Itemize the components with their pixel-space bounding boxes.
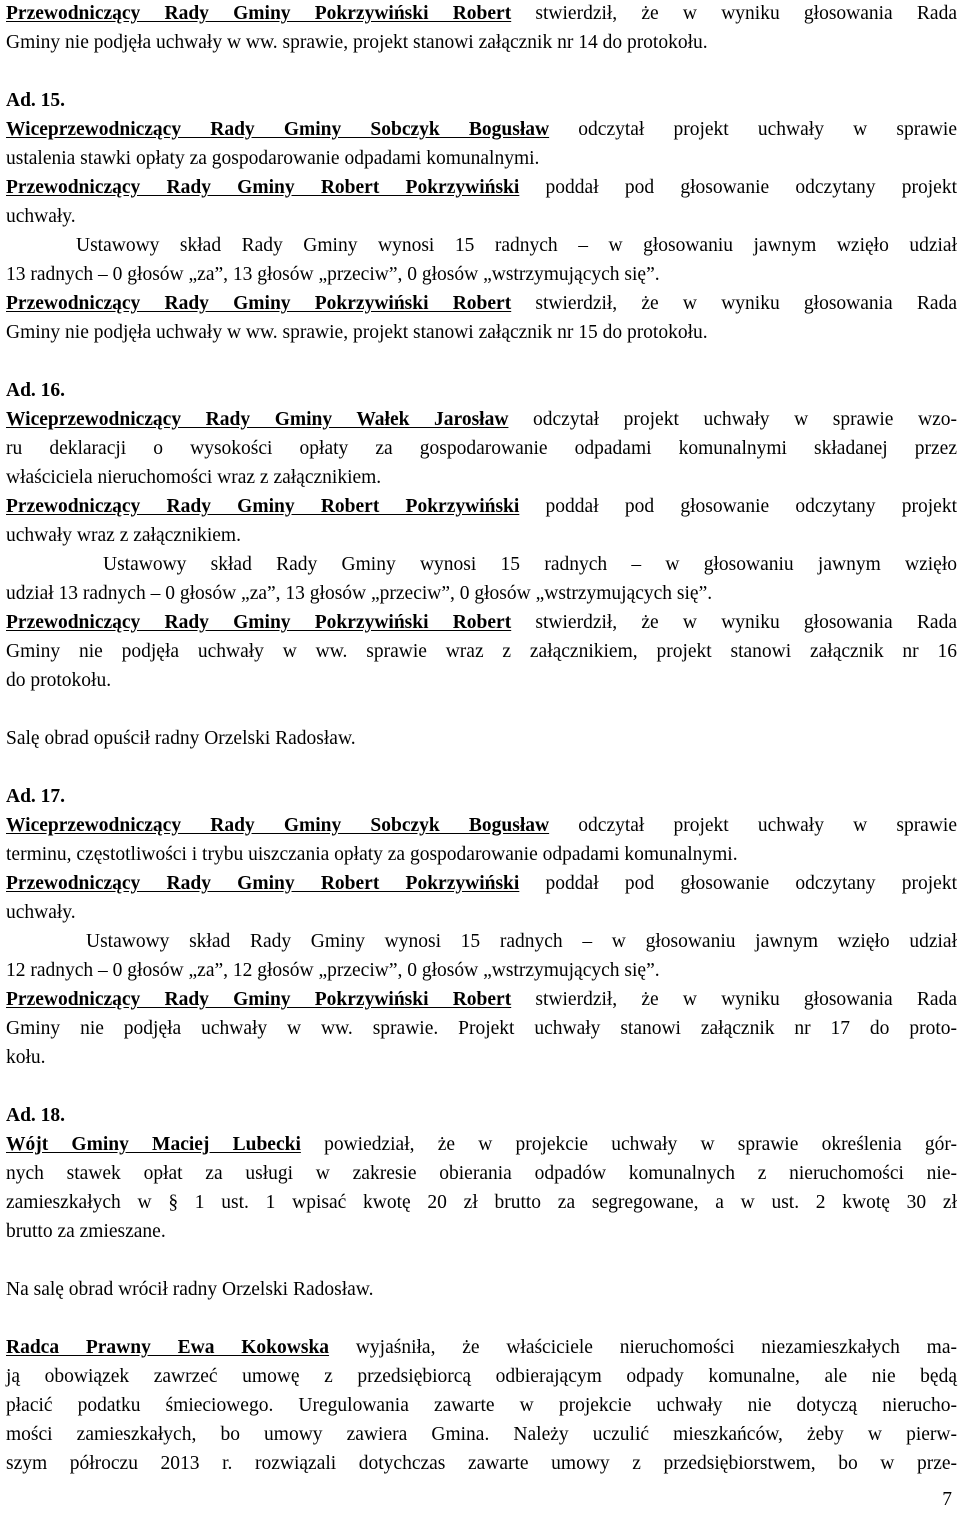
text-line: Gminy nie podjęła uchwały w ww. sprawie. Projekt uchwały stanowi załącznik nr 17 do proto- (6, 1018, 957, 1039)
text-line: zamieszkałych w § 1 ust. 1 wpisać kwotę 20 zł brutto za segregowane, a w ust. 2 kwotę 30 zł (6, 1192, 957, 1213)
text-line: mości zamieszkałych, bo umowy zawiera Gmina. Należy uczulić mieszkańców, żeby w pierw- (6, 1424, 957, 1445)
text-line: uchwały. (6, 206, 76, 227)
text-line: Gminy nie podjęła uchwały w ww. sprawie, projekt stanowi załącznik nr 14 do protokołu. (6, 32, 708, 53)
text-line: uchwały wraz z załącznikiem. (6, 525, 241, 546)
text-line: nych stawek opłat za usługi w zakresie obierania odpadów komunalnych z nieruchomości nie- (6, 1163, 957, 1184)
section-heading: Ad. 17. (6, 786, 66, 807)
vote-line: Ustawowy skład Rady Gminy wynosi 15 radnych – w głosowaniu jawnym wzięło udział (86, 931, 957, 952)
text-line: Radca Prawny Ewa Kokowska wyjaśniła, że właściciele nieruchomości niezamieszkałych ma- (6, 1337, 957, 1358)
speaker-name: Wiceprzewodniczący Rady Gminy Sobczyk Bogusław (6, 815, 550, 836)
speaker-name: Wójt Gminy Maciej Lubecki (6, 1134, 301, 1155)
text-line: terminu, częstotliwości i trybu uiszczania opłaty za gospodarowanie odpadami komunalnymi. (6, 844, 738, 865)
section-heading: Ad. 16. (6, 380, 66, 401)
note-line: Salę obrad opuścił radny Orzelski Radosław. (6, 728, 356, 749)
page-number: 7 (942, 1489, 952, 1510)
text-line: Przewodniczący Rady Gminy Pokrzywiński Robert stwierdził, że w wyniku głosowania Rada (6, 989, 957, 1010)
section-heading: Ad. 18. (6, 1105, 66, 1126)
speaker-name: Przewodniczący Rady Gminy Robert Pokrzywiński (6, 873, 520, 894)
speaker-name: Wiceprzewodniczący Rady Gminy Sobczyk Bogusław (6, 119, 550, 140)
speaker-name: Przewodniczący Rady Gminy Pokrzywiński Robert (6, 293, 512, 314)
text-line: Przewodniczący Rady Gminy Pokrzywiński Robert stwierdził, że w wyniku głosowania Rada (6, 3, 957, 24)
speaker-name: Radca Prawny Ewa Kokowska (6, 1337, 330, 1358)
speaker-name: Przewodniczący Rady Gminy Pokrzywiński Robert (6, 989, 512, 1010)
text-line: Przewodniczący Rady Gminy Pokrzywiński Robert stwierdził, że w wyniku głosowania Rada (6, 293, 957, 314)
vote-line: Ustawowy skład Rady Gminy wynosi 15 radnych – w głosowaniu jawnym wzięło udział (76, 235, 957, 256)
text-line: brutto za zmieszane. (6, 1221, 166, 1242)
text-line: Przewodniczący Rady Gminy Robert Pokrzywiński poddał pod głosowanie odczytany projekt (6, 177, 957, 198)
speaker-name: Wiceprzewodniczący Rady Gminy Wałek Jarosław (6, 409, 509, 430)
vote-line: Ustawowy skład Rady Gminy wynosi 15 radnych – w głosowaniu jawnym wzięło (103, 554, 957, 575)
text-line: ru deklaracji o wysokości opłaty za gospodarowanie odpadami komunalnymi składanej przez (6, 438, 957, 459)
note-line: Na salę obrad wrócił radny Orzelski Radosław. (6, 1279, 374, 1300)
speaker-name: Przewodniczący Rady Gminy Pokrzywiński Robert (6, 3, 512, 24)
vote-line: udział 13 radnych – 0 głosów „za”, 13 głosów „przeciw”, 0 głosów „wstrzymujących się”. (6, 583, 713, 604)
text-line: ustalenia stawki opłaty za gospodarowanie odpadami komunalnymi. (6, 148, 540, 169)
speaker-name: Przewodniczący Rady Gminy Robert Pokrzywiński (6, 496, 520, 517)
text-line: Wiceprzewodniczący Rady Gminy Sobczyk Bogusław odczytał projekt uchwały w sprawie (6, 815, 957, 836)
text-line: Przewodniczący Rady Gminy Robert Pokrzywiński poddał pod głosowanie odczytany projekt (6, 496, 957, 517)
vote-line: 12 radnych – 0 głosów „za”, 12 głosów „przeciw”, 0 głosów „wstrzymujących się”. (6, 960, 660, 981)
text-line: właściciela nieruchomości wraz z załącznikiem. (6, 467, 382, 488)
text-line: Przewodniczący Rady Gminy Pokrzywiński Robert stwierdził, że w wyniku głosowania Rada (6, 612, 957, 633)
section-heading: Ad. 15. (6, 90, 66, 111)
text-line: kołu. (6, 1047, 46, 1068)
text-line: do protokołu. (6, 670, 112, 691)
text-line: szym półroczu 2013 r. rozwiązali dotychczas zawarte umowy z przedsiębiorstwem, bo w prze- (6, 1453, 957, 1474)
text-line: Gminy nie podjęła uchwały w ww. sprawie wraz z załącznikiem, projekt stanowi załącznik nr 16 (6, 641, 957, 662)
speaker-name: Przewodniczący Rady Gminy Pokrzywiński Robert (6, 612, 512, 633)
text-line: Gminy nie podjęła uchwały w ww. sprawie, projekt stanowi załącznik nr 15 do protokołu. (6, 322, 708, 343)
text-line: Wójt Gminy Maciej Lubecki powiedział, że w projekcie uchwały w sprawie określenia gór- (6, 1134, 957, 1155)
speaker-name: Przewodniczący Rady Gminy Robert Pokrzywiński (6, 177, 520, 198)
text-line: Wiceprzewodniczący Rady Gminy Wałek Jarosław odczytał projekt uchwały w sprawie wzo- (6, 409, 957, 430)
vote-line: 13 radnych – 0 głosów „za”, 13 głosów „przeciw”, 0 głosów „wstrzymujących się”. (6, 264, 660, 285)
text-line: Wiceprzewodniczący Rady Gminy Sobczyk Bogusław odczytał projekt uchwały w sprawie (6, 119, 957, 140)
text-line: ją obowiązek zawrzeć umowę z przedsiębiorcą odbierającym odpady komunalne, ale nie będą (6, 1366, 957, 1387)
text-line: Przewodniczący Rady Gminy Robert Pokrzywiński poddał pod głosowanie odczytany projekt (6, 873, 957, 894)
text-line: uchwały. (6, 902, 76, 923)
text-line: płacić podatku śmieciowego. Uregulowania zawarte w projekcie uchwały nie dotyczą nierucho- (6, 1395, 957, 1416)
